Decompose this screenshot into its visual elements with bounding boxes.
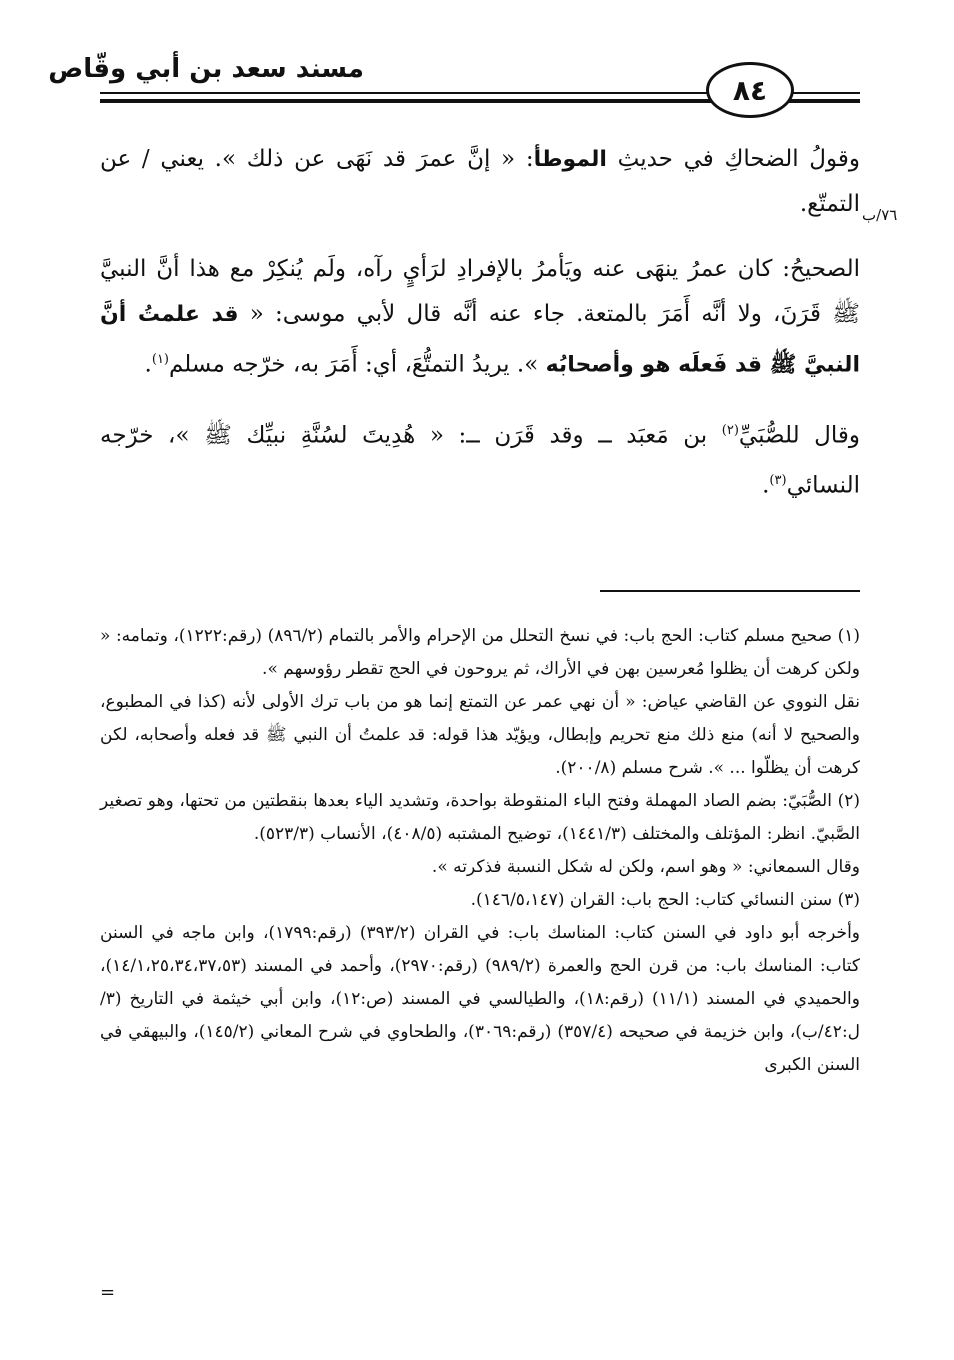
running-header-title: مسند سعد بن أبي وقّاص <box>48 54 364 84</box>
paragraph-2: الصحيحُ: كان عمرُ ينهَى عنه ويَأمرُ بالإفرادِ لرَأيٍ رآه، ولَم يُنكِرْ مع هذا أنَّ النبيَّ ﷺ قَرَنَ، ولا أنَّه أَمَرَ بالمتعة. جاء عنه أنَّه قال لأبي موسى: « قد علمتُ أنَّ النبيَّ ﷺ قد فَعلَه هو وأصحابُه ». يريدُ التمتُّعَ، أي: أَمَرَ به، خرّجه مسلم$^{(١)}$. <box>100 256 860 378</box>
paragraph-1: وقولُ الضحاكِ في حديثِ الموطأ: « إنَّ عمرَ قد نَهَى عن ذلك ». يعني / عن التمتّع. <box>100 146 860 217</box>
main-text <box>100 137 860 529</box>
paragraph-3: وقال للصُّبَيِّ$^{(٢)}$ بن مَعبَد ــ وقد قَرَن ــ: « هُدِيتَ لسُنَّةِ نبيِّك ﷺ »، خرّجه النسائي$^{(٣)}$. <box>100 422 860 499</box>
footnote-3-continuation: وأخرجه أبو داود في السنن كتاب: المناسك باب: في القران (٣٩٣/٢) (رقم:١٧٩٩)، وابن ماجه في السنن كتاب: المناسك باب: من قرن الحج والعمرة (٩٨٩/٢) (رقم:٢٩٧٠)، وأحمد في المسند (١٤/١،٢٥،٣٤،٣٧،٥٣)، والحميدي في المسند (١١/١) (رقم:١٨)، والطيالسي في المسند (ص:١٢)، وابن أبي خيثمة في التاريخ (٣/ل:٤٢/ب)، وابن خزيمة في صحيحه (٣٥٧/٤) (رقم:٣٠٦٩)، والطحاوي في شرح المعاني (١٤٥/٢)، والبيهقي في السنن الكبرى <box>100 923 861 1075</box>
footnote-separator <box>600 590 860 592</box>
manuscript-folio-note: ٧٦/ب <box>862 206 898 224</box>
footnote-1-continuation: نقل النووي عن القاضي عياض: « أن نهي عمر عن التمتع إنما هو من باب ترك الأولى لأنه (كذا في المطبوع، والصحيح لا أنه) منع ذلك منع تحريم وإبطال، ويؤيّد هذا قوله: قد علمتُ أن النبي ﷺ قد فعله وأصحابه، لكن كرهت أن يظلّوا ... ». شرح مسلم (٢٠٠/٨). <box>100 692 860 778</box>
continuation-mark: = <box>100 1282 116 1303</box>
bold-term: الموطأ <box>533 147 607 172</box>
footnote-ref-1: (١) <box>151 352 169 367</box>
bold-quote: قد علمتُ أنَّ النبيَّ ﷺ قد فَعلَه هو وأصحابُه <box>100 302 860 378</box>
footnote-1: (١) صحيح مسلم كتاب: الحج باب: في نسخ التحلل من الإحرام والأمر بالتمام (٨٩٦/٢) (رقم:١٢٢٢)، وتمامه: « ولكن كرهت أن يظلوا مُعرسين بهن في الأراك، ثم يروحون في الحج تقطر رؤوسهم ». <box>100 626 861 679</box>
footnote-ref-3: (٣) <box>769 473 787 489</box>
page-number: ٨٤ <box>706 62 794 118</box>
footnote-ref-2: (٢) <box>721 422 739 438</box>
footnote-3: (٣) سنن النسائي كتاب: الحج باب: القران (١٤٦/٥،١٤٧). <box>470 890 860 910</box>
footnotes <box>100 620 860 1082</box>
footnote-2: (٢) الصُّبَيّ: بضم الصاد المهملة وفتح الباء المنقوطة بواحدة، وتشديد الياء بعدها بنقطتين من تحتها، وهو تصغير الصَّبيّ. انظر: المؤتلف والمختلف (١٤٤١/٣)، توضيح المشتبه (٤٠٨/٥)، الأنساب (٥٢٣/٣). <box>100 791 860 844</box>
footnote-2-continuation: وقال السمعاني: « وهو اسم، ولكن له شكل النسبة فذكرته ». <box>431 857 860 877</box>
